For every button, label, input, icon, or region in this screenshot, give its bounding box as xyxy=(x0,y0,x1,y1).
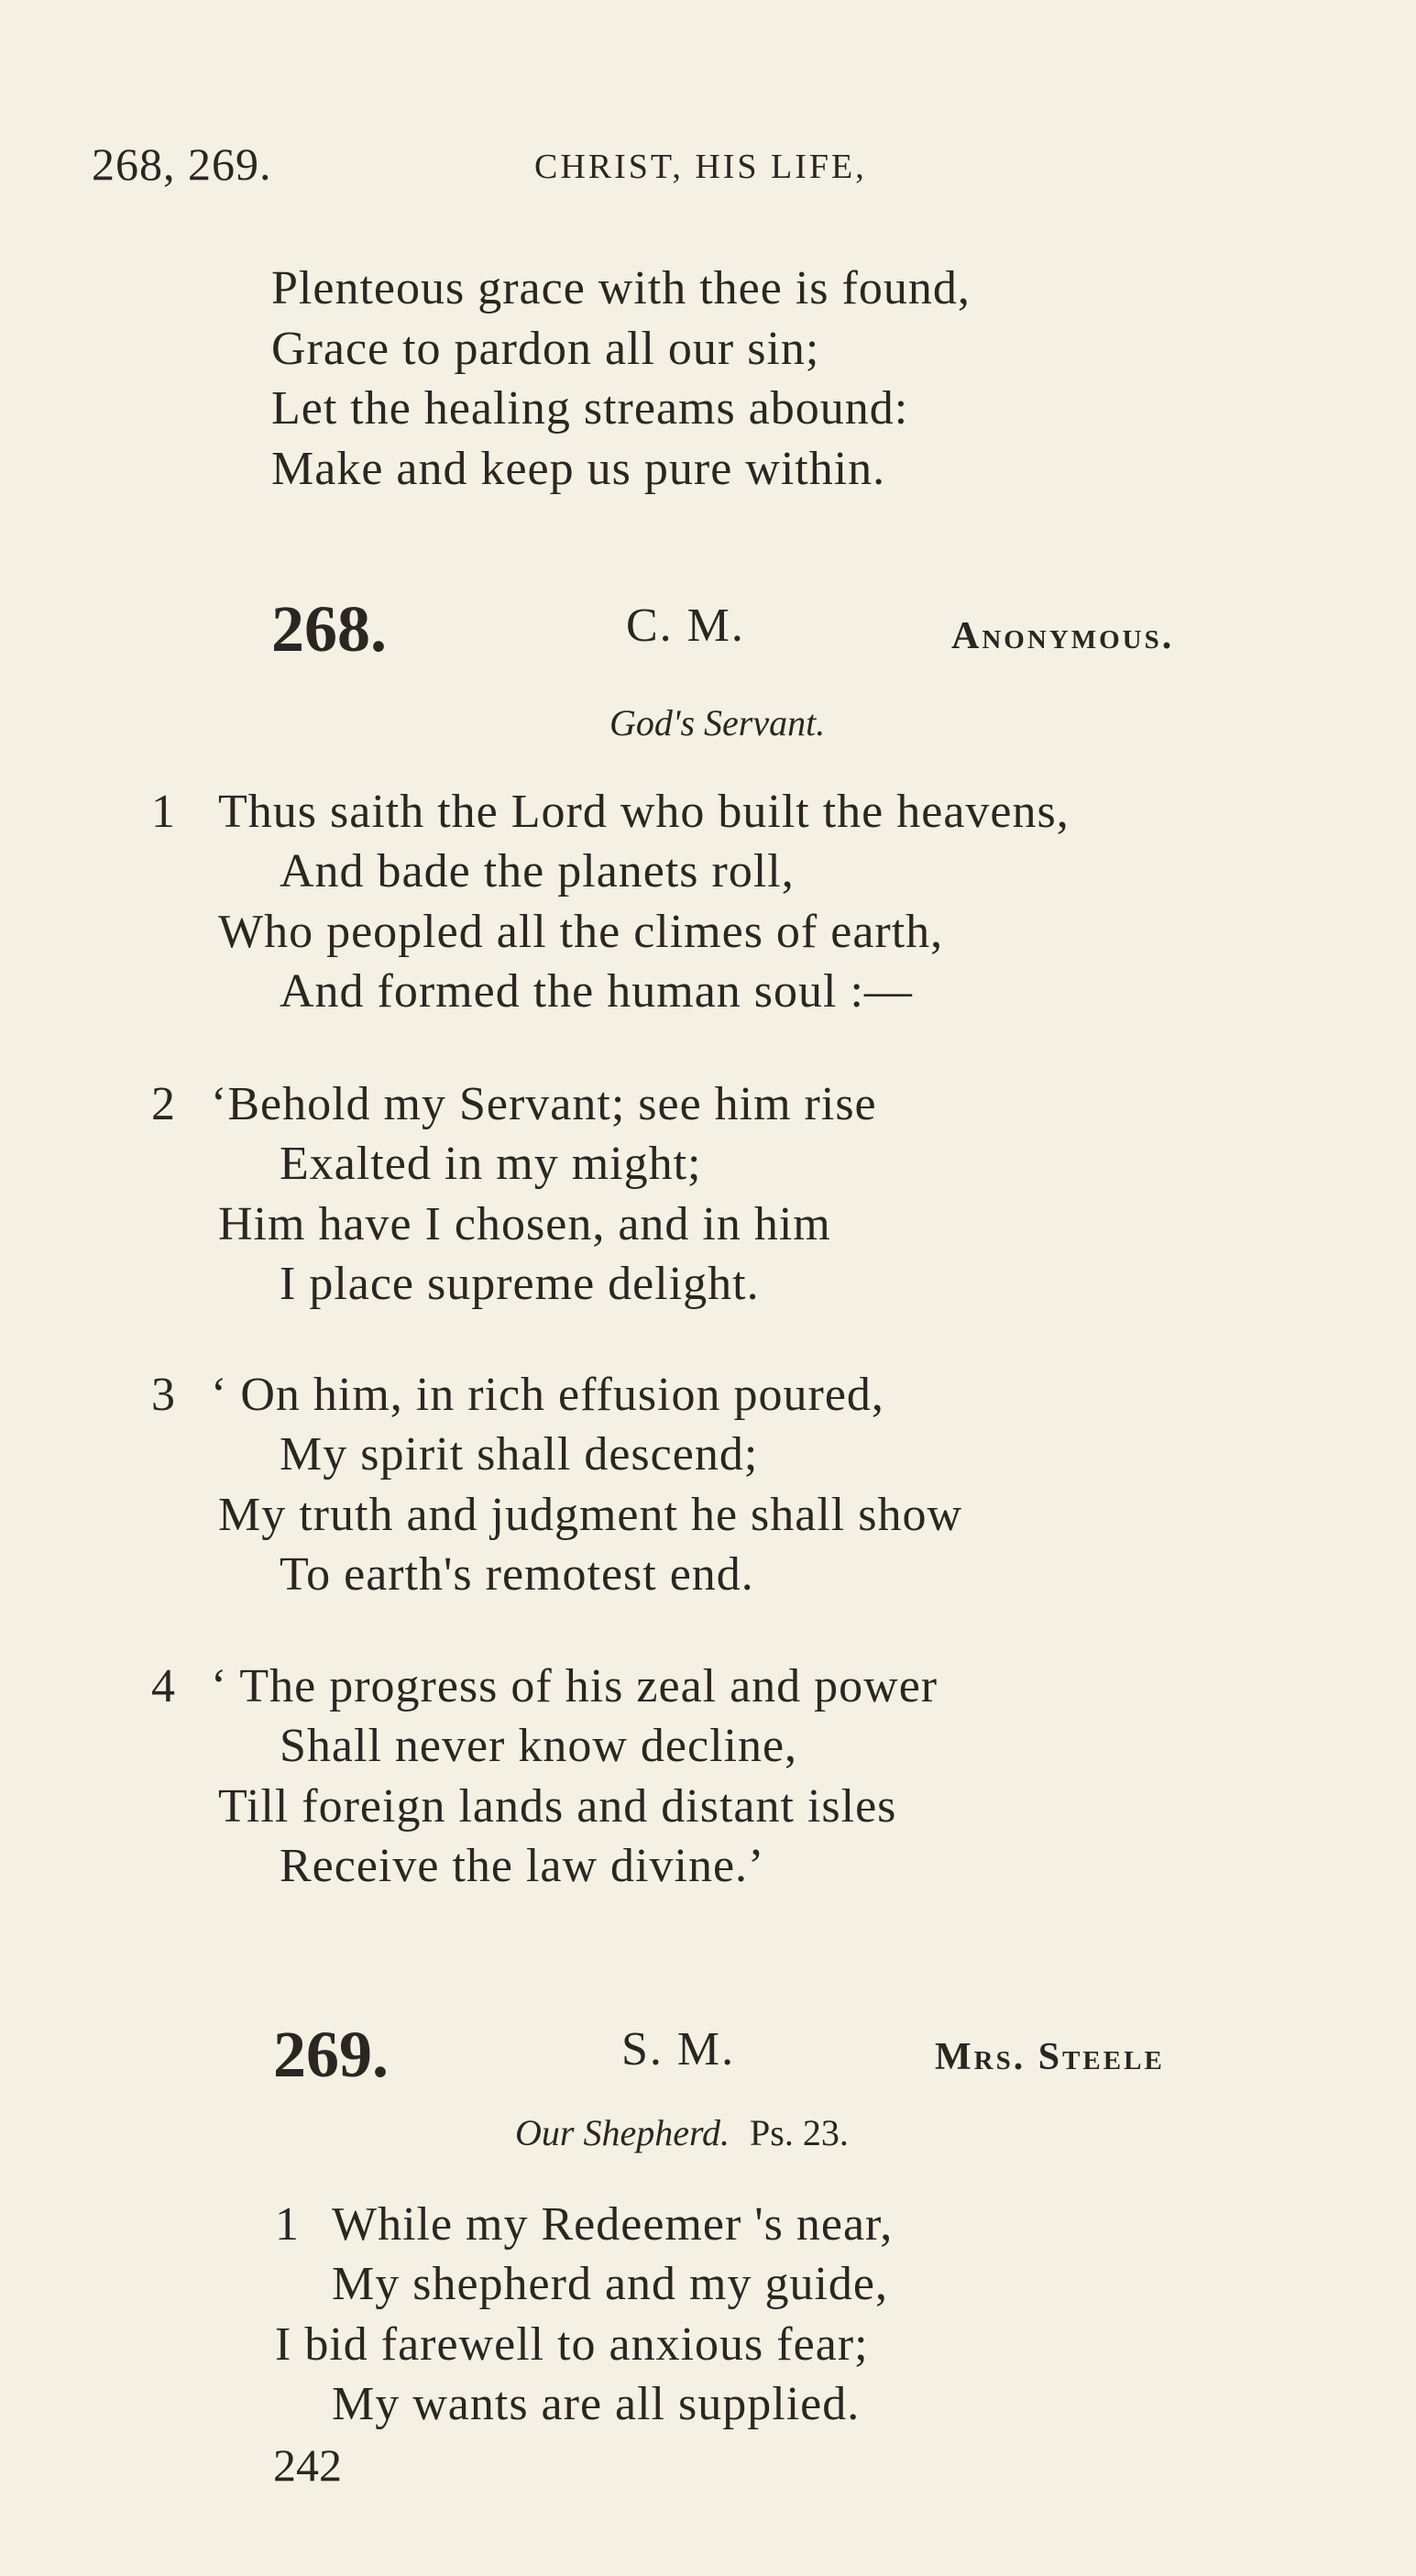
page-range: 268, 269. xyxy=(92,138,272,190)
verse-line: My spirit shall descend; xyxy=(280,1428,759,1481)
verse-line: Thus saith the Lord who built the heavens, xyxy=(218,786,1070,838)
verse-line: ‘ The progress of his zeal and power xyxy=(211,1660,939,1712)
verse-line: Shall never know decline, xyxy=(280,1720,798,1772)
verse-line: My wants are all supplied. xyxy=(332,2378,861,2430)
verse-number: 1 xyxy=(151,786,175,838)
verse-number: 4 xyxy=(151,1660,175,1712)
verse-line: Him have I chosen, and in him xyxy=(218,1198,831,1250)
verse-number: 3 xyxy=(151,1369,175,1421)
running-title: CHRIST, HIS LIFE, xyxy=(534,148,867,186)
verse-line: Exalted in my might; xyxy=(280,1138,702,1190)
verse-line: Till foreign lands and distant isles xyxy=(218,1780,897,1833)
verse-line: Receive the law divine.’ xyxy=(280,1840,765,1892)
verse-line: ‘ On him, in rich effusion poured, xyxy=(211,1369,884,1421)
verse-line: I bid farewell to anxious fear; xyxy=(275,2318,869,2371)
hymn-title: God's Servant. xyxy=(609,702,826,743)
verse-line: To earth's remotest end. xyxy=(280,1548,754,1601)
verse-line: I place supreme delight. xyxy=(280,1258,760,1310)
verse-line: My shepherd and my guide, xyxy=(332,2258,889,2310)
page-number: 242 xyxy=(273,2439,342,2491)
hymn-author: Anonymous. xyxy=(951,615,1175,657)
hymn-title: Our Shepherd. xyxy=(515,2112,730,2153)
hymn-meter: S. M. xyxy=(621,2023,736,2075)
verse-line: ‘Behold my Servant; see him rise xyxy=(211,1078,877,1130)
prev-line: Plenteous grace with thee is found, xyxy=(271,262,971,314)
hymn-author: Mrs. Steele xyxy=(935,2036,1165,2078)
verse-line: Who peopled all the climes of earth, xyxy=(218,906,944,958)
hymn-number: 269. xyxy=(273,2018,389,2091)
hymn-meter: C. M. xyxy=(626,600,745,652)
verse-line: While my Redeemer 's near, xyxy=(332,2198,894,2251)
verse-line: And bade the planets roll, xyxy=(280,845,795,897)
prev-line: Make and keep us pure within. xyxy=(271,443,886,495)
verse-line: And formed the human soul :— xyxy=(280,965,913,1018)
verse-line: My truth and judgment he shall show xyxy=(218,1489,963,1541)
verse-number: 2 xyxy=(151,1078,175,1130)
scripture-reference: Ps. 23. xyxy=(750,2112,849,2153)
verse-number: 1 xyxy=(275,2198,299,2251)
prev-line: Let the healing streams abound: xyxy=(271,382,909,435)
prev-line: Grace to pardon all our sin; xyxy=(271,323,820,375)
hymn-subtitle xyxy=(515,2111,849,2154)
hymn-number: 268. xyxy=(271,592,387,666)
